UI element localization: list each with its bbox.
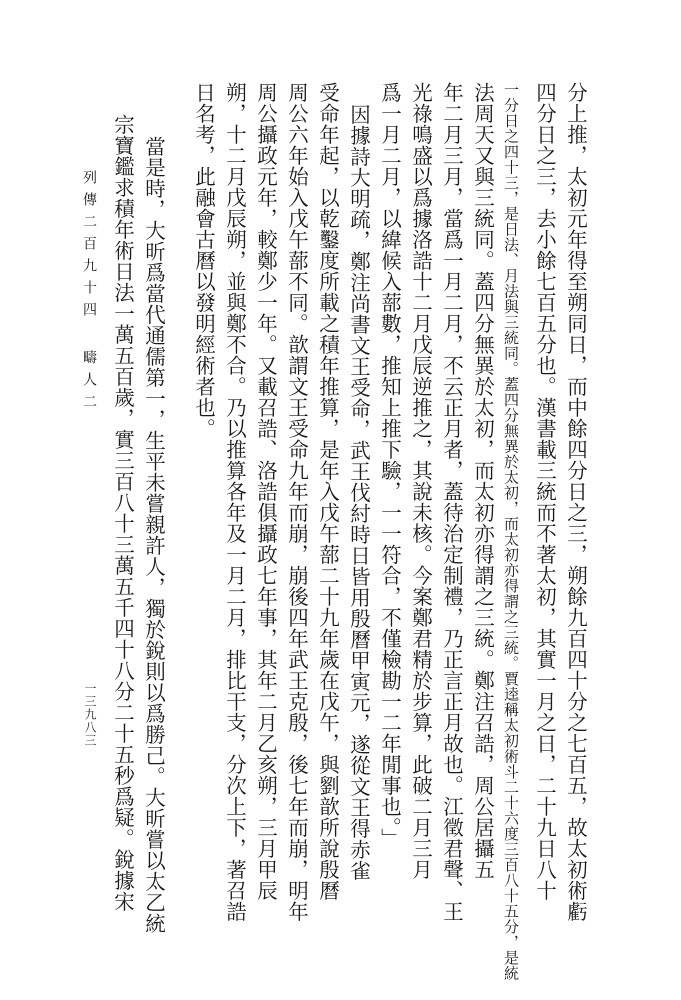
text-column-12: 朔，十二月戊辰朔，並與鄭不合。乃以推算各年及一月二月，排比干支，分次上下，著召誥: [222, 82, 247, 922]
text-column-7: 爲一月二月，以緯候入蔀數，推知上推下驗，一一符合，不僅檢勘一二年閒事也。」: [377, 82, 402, 849]
text-column-3: 一分日之四十三，是日法、月法與三統同。蓋四分無異於太初，而太初亦得謂之三統。賈逵稱太初術斗二十六度三百八十五分，是統: [502, 82, 520, 981]
text-column-2: 四分日之三，去小餘七百五分也。漢書載三統而不著太初，其實一月之日，二十九日八十: [532, 82, 557, 901]
text-column-11: 周公攝政元年，較鄭少一年。又載召誥、洛誥俱攝政七年事，其年二月乙亥朔，三月甲辰: [253, 82, 278, 901]
text-column-4: 法周天又與三統同。蓋四分無異於太初，而太初亦得謂之三統。鄭注召誥，周公居攝五: [470, 82, 495, 880]
text-column-15: 宗寶鑑求積年術日法一萬五百歲，實三百八十三萬五千四十八分二十五秒爲疑。銳據宋: [110, 114, 135, 912]
text-column-6: 光祿鳴盛以爲據洛誥十二月戊辰逆推之，其說未核。今案鄭君精於步算，此破二月三月: [408, 82, 433, 880]
text-column-14: 當是時，大昕爲當代通儒第一，生平未嘗親許人，獨於銳則以爲勝己。大昕嘗以太乙統: [141, 136, 166, 934]
text-column-9: 受命年起，以乾鑿度所載之積年推算，是年入戊午蔀二十九年歲在戊午，與劉歆所說殷曆: [315, 82, 340, 901]
text-column-10: 周公六年始入戊午蔀不同。歆謂文王受命九年而崩，崩後四年武王克殷，後七年而崩，明年: [284, 82, 309, 922]
text-column-8: 因據詩大明疏，鄭注尚書文王受命，武王伐紂時日皆用殷曆甲寅元，遂從文王得赤雀: [346, 104, 371, 881]
text-column-5: 年二月三月，當爲一月二月，不云正月者，蓋待治定制禮，乃正言正月故也。江徵君聲、王: [439, 82, 464, 922]
page-number: 一三九八三: [83, 682, 97, 747]
running-head-section: 疇人二: [81, 350, 97, 416]
running-head-title: 列傳二百九十四: [81, 170, 97, 324]
text-column-1: 分上推，太初元年得至朔同日，而中餘四分日之三，朔餘九百四十分之七百五，故太初術虧: [563, 82, 588, 922]
text-column-13: 日名考，此融會古曆以發明經術者也。: [191, 82, 216, 439]
